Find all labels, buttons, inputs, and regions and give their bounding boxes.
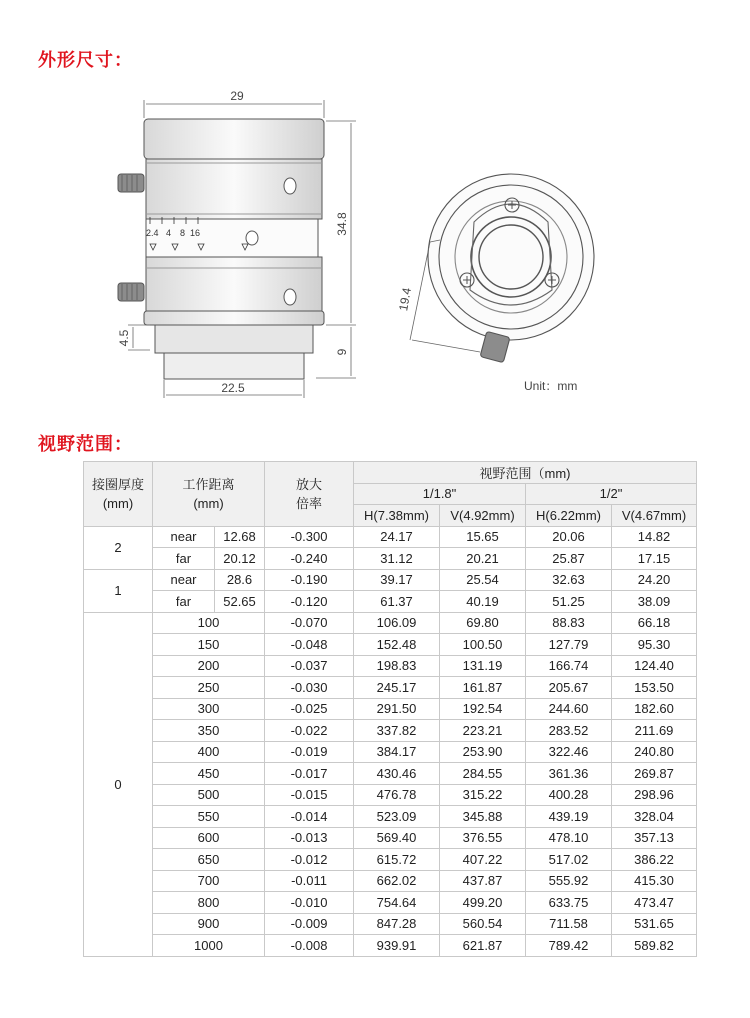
- working-distance-cell: 900: [153, 913, 265, 935]
- fov-h1-cell: 754.64: [354, 892, 440, 914]
- magnification-cell: -0.014: [265, 806, 354, 828]
- header-sensor-1-2: 1/2": [526, 483, 697, 505]
- fov-v1-cell: 345.88: [440, 806, 526, 828]
- magnification-cell: -0.070: [265, 612, 354, 634]
- fov-v2-cell: 153.50: [612, 677, 697, 699]
- fov-v2-cell: 24.20: [612, 569, 697, 591]
- fov-v2-cell: 357.13: [612, 827, 697, 849]
- fov-v2-cell: 95.30: [612, 634, 697, 656]
- header-h2: H(6.22mm): [526, 505, 612, 527]
- dimensions-heading: 外形尺寸：: [38, 50, 133, 71]
- fov-h1-cell: 523.09: [354, 806, 440, 828]
- distance-label-cell: near: [153, 526, 215, 548]
- fov-h2-cell: 88.83: [526, 612, 612, 634]
- magnification-cell: -0.190: [265, 569, 354, 591]
- fov-h2-cell: 51.25: [526, 591, 612, 613]
- fov-h1-cell: 106.09: [354, 612, 440, 634]
- fov-v2-cell: 124.40: [612, 655, 697, 677]
- working-distance-cell: 700: [153, 870, 265, 892]
- fov-h1-cell: 337.82: [354, 720, 440, 742]
- table-header-row: [84, 462, 697, 484]
- fov-table: [83, 461, 697, 957]
- table-row: [84, 849, 697, 871]
- working-distance-cell: 600: [153, 827, 265, 849]
- lens-dimension-drawing: [0, 70, 750, 410]
- magnification-cell: -0.013: [265, 827, 354, 849]
- fov-v2-cell: 38.09: [612, 591, 697, 613]
- header-v1: V(4.92mm): [440, 505, 526, 527]
- aperture-tick-label: 16: [190, 228, 201, 238]
- working-distance-cell: 650: [153, 849, 265, 871]
- fov-v2-cell: 328.04: [612, 806, 697, 828]
- fov-h1-cell: 24.17: [354, 526, 440, 548]
- table-row: [84, 548, 697, 570]
- fov-v1-cell: 253.90: [440, 741, 526, 763]
- table-row: [84, 720, 697, 742]
- fov-h2-cell: 25.87: [526, 548, 612, 570]
- table-row: [84, 526, 697, 548]
- fov-h2-cell: 400.28: [526, 784, 612, 806]
- fov-h2-cell: 517.02: [526, 849, 612, 871]
- ring-thickness-cell: 2: [84, 526, 153, 569]
- fov-v2-cell: 386.22: [612, 849, 697, 871]
- fov-heading: 视野范围：: [38, 434, 133, 455]
- magnification-cell: -0.025: [265, 698, 354, 720]
- fov-h1-cell: 847.28: [354, 913, 440, 935]
- fov-h1-cell: 198.83: [354, 655, 440, 677]
- table-row: [84, 677, 697, 699]
- screw-knurl-lines: [122, 175, 137, 300]
- magnification-cell: -0.017: [265, 763, 354, 785]
- fov-v1-cell: 15.65: [440, 526, 526, 548]
- fov-h1-cell: 430.46: [354, 763, 440, 785]
- fov-v1-cell: 20.21: [440, 548, 526, 570]
- fov-v1-cell: 407.22: [440, 849, 526, 871]
- fov-v1-cell: 131.19: [440, 655, 526, 677]
- working-distance-cell: 100: [153, 612, 265, 634]
- fov-v2-cell: 14.82: [612, 526, 697, 548]
- table-row: [84, 806, 697, 828]
- fov-h1-cell: 39.17: [354, 569, 440, 591]
- fov-v1-cell: 499.20: [440, 892, 526, 914]
- magnification-cell: -0.300: [265, 526, 354, 548]
- aperture-tick-label: 8: [180, 228, 186, 238]
- magnification-cell: -0.240: [265, 548, 354, 570]
- fov-h2-cell: 20.06: [526, 526, 612, 548]
- ring-thickness-cell: 1: [84, 569, 153, 612]
- fov-h1-cell: 569.40: [354, 827, 440, 849]
- table-row: [84, 827, 697, 849]
- fov-h1-cell: 291.50: [354, 698, 440, 720]
- fov-h2-cell: 361.36: [526, 763, 612, 785]
- working-distance-cell: 350: [153, 720, 265, 742]
- working-distance-cell: 1000: [153, 935, 265, 957]
- fov-v1-cell: 25.54: [440, 569, 526, 591]
- magnification-cell: -0.009: [265, 913, 354, 935]
- fov-h1-cell: 152.48: [354, 634, 440, 656]
- magnification-cell: -0.008: [265, 935, 354, 957]
- flange-dimension: [128, 325, 150, 350]
- fov-v1-cell: 621.87: [440, 935, 526, 957]
- magnification-cell: -0.022: [265, 720, 354, 742]
- header-ring-thickness: 接圈厚度 (mm): [84, 462, 153, 527]
- fov-v1-cell: 437.87: [440, 870, 526, 892]
- distance-label-cell: far: [153, 548, 215, 570]
- aperture-tick-label: 4: [166, 228, 172, 238]
- fov-v2-cell: 298.96: [612, 784, 697, 806]
- working-distance-cell: 250: [153, 677, 265, 699]
- magnification-cell: -0.012: [265, 849, 354, 871]
- magnification-cell: -0.120: [265, 591, 354, 613]
- working-distance-cell: 20.12: [215, 548, 265, 570]
- table-row: [84, 591, 697, 613]
- working-distance-cell: 450: [153, 763, 265, 785]
- magnification-cell: -0.048: [265, 634, 354, 656]
- fov-h2-cell: 32.63: [526, 569, 612, 591]
- mount-length-label: 9: [335, 348, 349, 356]
- header-fov: 视野范围（mm): [354, 462, 697, 484]
- fov-h1-cell: 384.17: [354, 741, 440, 763]
- table-row: [84, 634, 697, 656]
- distance-label-cell: near: [153, 569, 215, 591]
- table-row: [84, 763, 697, 785]
- fov-v2-cell: 66.18: [612, 612, 697, 634]
- fov-h1-cell: 31.12: [354, 548, 440, 570]
- working-distance-cell: 12.68: [215, 526, 265, 548]
- fov-h2-cell: 283.52: [526, 720, 612, 742]
- working-distance-cell: 28.6: [215, 569, 265, 591]
- fov-h2-cell: 789.42: [526, 935, 612, 957]
- fov-h2-cell: 244.60: [526, 698, 612, 720]
- header-v2: V(4.67mm): [612, 505, 697, 527]
- table-row: [84, 655, 697, 677]
- header-h1: H(7.38mm): [354, 505, 440, 527]
- fov-v2-cell: 211.69: [612, 720, 697, 742]
- table-row: [84, 892, 697, 914]
- flange-dimension-label: 4.5: [117, 329, 131, 347]
- working-distance-cell: 300: [153, 698, 265, 720]
- width-dimension-label: 29: [230, 89, 244, 103]
- magnification-cell: -0.019: [265, 741, 354, 763]
- ring-thickness-cell: 0: [84, 612, 153, 956]
- working-distance-cell: 52.65: [215, 591, 265, 613]
- fov-v2-cell: 415.30: [612, 870, 697, 892]
- header-working-distance: 工作距离 (mm): [153, 462, 265, 527]
- front-radius-label: 19.4: [396, 286, 414, 313]
- fov-v1-cell: 223.21: [440, 720, 526, 742]
- fov-v2-cell: 589.82: [612, 935, 697, 957]
- distance-label-cell: far: [153, 591, 215, 613]
- fov-h1-cell: 615.72: [354, 849, 440, 871]
- table-row: [84, 612, 697, 634]
- fov-v2-cell: 17.15: [612, 548, 697, 570]
- fov-v1-cell: 376.55: [440, 827, 526, 849]
- working-distance-cell: 500: [153, 784, 265, 806]
- fov-h2-cell: 555.92: [526, 870, 612, 892]
- fov-h1-cell: 662.02: [354, 870, 440, 892]
- table-row: [84, 784, 697, 806]
- fov-v1-cell: 284.55: [440, 763, 526, 785]
- fov-v1-cell: 40.19: [440, 591, 526, 613]
- fov-v1-cell: 315.22: [440, 784, 526, 806]
- unit-label: Unit：mm: [524, 379, 578, 393]
- magnification-cell: -0.015: [265, 784, 354, 806]
- header-magnification: 放大 倍率: [265, 462, 354, 527]
- table-row: [84, 870, 697, 892]
- fov-v2-cell: 182.60: [612, 698, 697, 720]
- fov-v1-cell: 192.54: [440, 698, 526, 720]
- fov-v2-cell: 240.80: [612, 741, 697, 763]
- fov-h1-cell: 61.37: [354, 591, 440, 613]
- fov-h2-cell: 127.79: [526, 634, 612, 656]
- fov-v1-cell: 69.80: [440, 612, 526, 634]
- header-sensor-1-1.8: 1/1.8": [354, 483, 526, 505]
- lens-front-view: [428, 174, 594, 363]
- fov-v2-cell: 531.65: [612, 913, 697, 935]
- fov-v1-cell: 161.87: [440, 677, 526, 699]
- table-row: [84, 698, 697, 720]
- height-dimension-label: 34.8: [335, 212, 349, 236]
- magnification-cell: -0.011: [265, 870, 354, 892]
- fov-h1-cell: 476.78: [354, 784, 440, 806]
- fov-h1-cell: 245.17: [354, 677, 440, 699]
- magnification-cell: -0.037: [265, 655, 354, 677]
- table-row: [84, 741, 697, 763]
- working-distance-cell: 550: [153, 806, 265, 828]
- aperture-tick-label: 2.4: [146, 228, 159, 238]
- fov-h2-cell: 439.19: [526, 806, 612, 828]
- fov-h2-cell: 478.10: [526, 827, 612, 849]
- fov-h2-cell: 633.75: [526, 892, 612, 914]
- fov-h2-cell: 322.46: [526, 741, 612, 763]
- fov-h2-cell: 166.74: [526, 655, 612, 677]
- table-row: [84, 913, 697, 935]
- fov-v1-cell: 560.54: [440, 913, 526, 935]
- fov-h2-cell: 711.58: [526, 913, 612, 935]
- working-distance-cell: 800: [153, 892, 265, 914]
- table-row: [84, 569, 697, 591]
- fov-v1-cell: 100.50: [440, 634, 526, 656]
- working-distance-cell: 200: [153, 655, 265, 677]
- fov-h1-cell: 939.91: [354, 935, 440, 957]
- lens-side-view: [118, 119, 324, 379]
- mount-diameter-label: 22.5: [221, 381, 245, 395]
- magnification-cell: -0.030: [265, 677, 354, 699]
- fov-v2-cell: 473.47: [612, 892, 697, 914]
- magnification-cell: -0.010: [265, 892, 354, 914]
- table-row: [84, 935, 697, 957]
- fov-h2-cell: 205.67: [526, 677, 612, 699]
- fov-v2-cell: 269.87: [612, 763, 697, 785]
- working-distance-cell: 400: [153, 741, 265, 763]
- working-distance-cell: 150: [153, 634, 265, 656]
